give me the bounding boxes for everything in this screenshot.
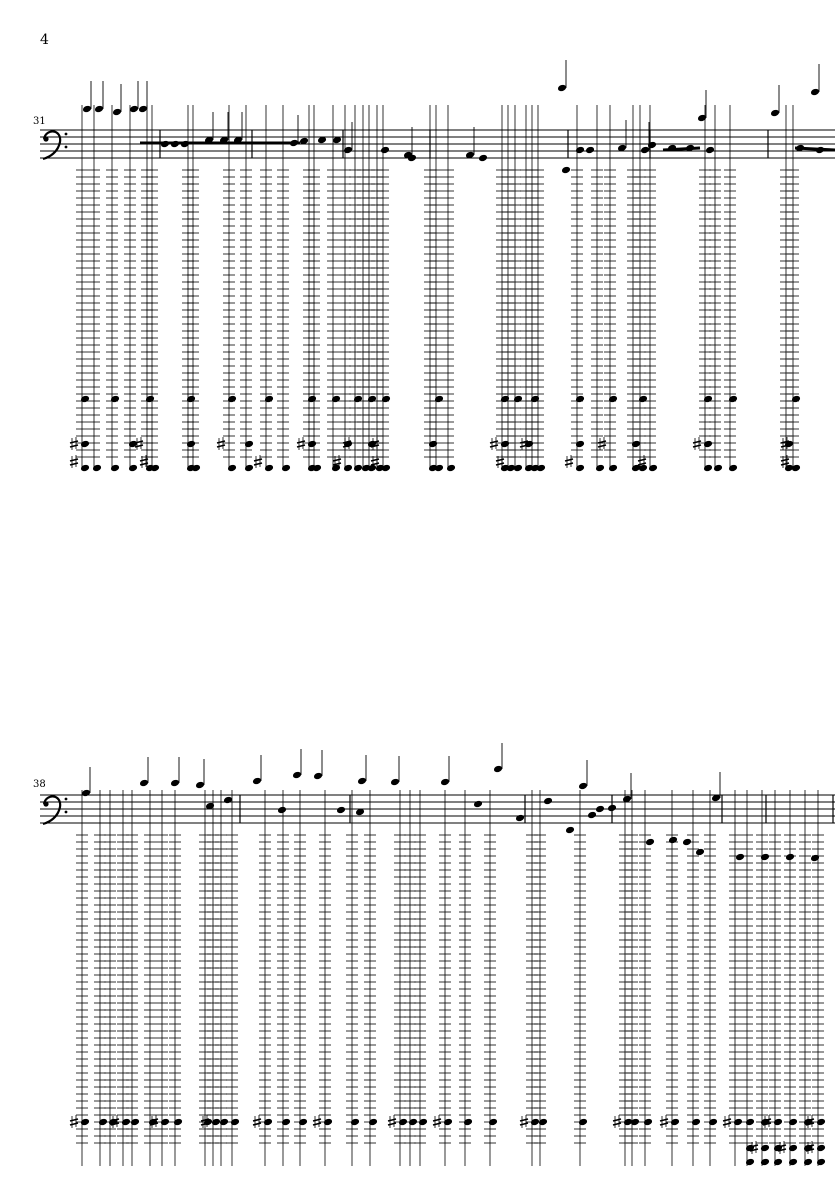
- notehead: [170, 779, 180, 788]
- notehead: [565, 826, 575, 835]
- notehead: [110, 395, 120, 404]
- notehead: [760, 1144, 770, 1153]
- notehead: [446, 464, 456, 473]
- sharp-sign: [135, 437, 143, 450]
- notehead: [110, 464, 120, 473]
- notehead: [307, 440, 317, 449]
- notehead: [745, 1118, 755, 1127]
- notehead: [587, 811, 597, 820]
- notehead: [745, 1158, 755, 1167]
- notehead: [608, 395, 618, 404]
- notehead: [682, 838, 692, 847]
- sharp-sign: [723, 1115, 731, 1128]
- notehead: [561, 166, 571, 175]
- bass-clef-dot: [65, 133, 68, 136]
- notehead: [713, 464, 723, 473]
- beam: [795, 148, 835, 150]
- notehead: [298, 1118, 308, 1127]
- notehead: [816, 1144, 826, 1153]
- notehead: [264, 395, 274, 404]
- bass-clef-icon: [43, 136, 48, 141]
- notehead: [493, 765, 503, 774]
- beam: [663, 148, 700, 150]
- sharp-sign: [253, 1115, 261, 1128]
- notehead: [691, 1118, 701, 1127]
- sharp-sign: [433, 1115, 441, 1128]
- notehead: [585, 146, 595, 155]
- notehead: [343, 146, 353, 155]
- notehead: [130, 1118, 140, 1127]
- notehead: [816, 1118, 826, 1127]
- notehead: [697, 114, 707, 123]
- notehead: [138, 105, 148, 114]
- notehead: [645, 838, 655, 847]
- notehead: [92, 464, 102, 473]
- notehead: [139, 779, 149, 788]
- notehead: [536, 464, 546, 473]
- notehead: [575, 440, 585, 449]
- sharp-sign: [613, 1115, 621, 1128]
- notehead: [264, 464, 274, 473]
- notehead: [803, 1158, 813, 1167]
- notehead: [160, 1118, 170, 1127]
- notehead: [630, 1118, 640, 1127]
- sharp-sign: [490, 437, 498, 450]
- notehead: [367, 395, 377, 404]
- notehead: [785, 853, 795, 862]
- notehead: [80, 1118, 90, 1127]
- notehead: [323, 1118, 333, 1127]
- sharp-sign: [70, 1115, 78, 1128]
- notehead: [513, 464, 523, 473]
- notehead: [277, 806, 287, 815]
- notehead: [638, 395, 648, 404]
- notehead: [788, 1158, 798, 1167]
- notehead: [173, 1118, 183, 1127]
- notehead: [336, 806, 346, 815]
- notehead: [578, 1118, 588, 1127]
- notehead: [810, 88, 820, 97]
- sharp-sign: [598, 437, 606, 450]
- notehead: [80, 440, 90, 449]
- bass-clef-dot: [65, 798, 68, 801]
- notehead: [368, 1118, 378, 1127]
- notehead: [434, 464, 444, 473]
- notehead: [353, 395, 363, 404]
- notehead: [728, 464, 738, 473]
- notehead: [703, 464, 713, 473]
- notehead: [513, 395, 523, 404]
- notehead: [543, 797, 553, 806]
- sharp-sign: [70, 437, 78, 450]
- sharp-sign: [388, 1115, 396, 1128]
- sharp-sign: [313, 1115, 321, 1128]
- sharp-sign: [297, 437, 305, 450]
- notehead: [595, 464, 605, 473]
- notehead: [473, 800, 483, 809]
- notehead: [538, 1118, 548, 1127]
- notehead: [186, 395, 196, 404]
- notehead: [791, 395, 801, 404]
- notehead: [357, 777, 367, 786]
- notehead: [500, 395, 510, 404]
- notehead: [230, 1118, 240, 1127]
- notehead: [575, 395, 585, 404]
- notehead: [648, 464, 658, 473]
- sharp-sign: [217, 437, 225, 450]
- notehead: [80, 395, 90, 404]
- notehead: [810, 854, 820, 863]
- bass-clef-icon: [43, 796, 60, 824]
- notehead: [608, 464, 618, 473]
- notehead: [770, 109, 780, 118]
- page-number: 4: [40, 32, 49, 48]
- notehead: [788, 1118, 798, 1127]
- notehead: [244, 464, 254, 473]
- notehead: [112, 108, 122, 117]
- notehead: [227, 395, 237, 404]
- notehead: [705, 146, 715, 155]
- notehead: [478, 154, 488, 163]
- notehead: [788, 1144, 798, 1153]
- notehead: [343, 464, 353, 473]
- notehead: [129, 105, 139, 114]
- notehead: [575, 146, 585, 155]
- notehead: [381, 464, 391, 473]
- sharp-sign: [660, 1115, 668, 1128]
- notehead: [760, 853, 770, 862]
- notehead: [595, 805, 605, 814]
- notehead: [631, 440, 641, 449]
- notehead: [443, 1118, 453, 1127]
- notehead: [186, 440, 196, 449]
- notehead: [557, 84, 567, 93]
- notehead: [575, 464, 585, 473]
- bass-clef-dot: [65, 146, 68, 149]
- notehead: [263, 1118, 273, 1127]
- bass-clef-dot: [65, 811, 68, 814]
- notehead: [307, 395, 317, 404]
- notehead: [773, 1118, 783, 1127]
- notehead: [578, 782, 588, 791]
- notehead: [313, 772, 323, 781]
- notehead: [94, 105, 104, 114]
- notehead: [670, 1118, 680, 1127]
- notehead: [281, 1118, 291, 1127]
- notehead: [760, 1158, 770, 1167]
- notehead: [350, 1118, 360, 1127]
- notehead: [227, 464, 237, 473]
- notehead: [252, 777, 262, 786]
- notehead: [773, 1158, 783, 1167]
- notehead: [428, 440, 438, 449]
- notehead: [440, 778, 450, 787]
- notehead: [735, 853, 745, 862]
- notehead: [530, 395, 540, 404]
- notehead: [703, 395, 713, 404]
- notehead: [128, 464, 138, 473]
- notehead: [643, 1118, 653, 1127]
- notehead: [434, 395, 444, 404]
- notehead: [791, 464, 801, 473]
- notehead: [816, 1158, 826, 1167]
- notehead: [418, 1118, 428, 1127]
- notehead: [703, 440, 713, 449]
- notehead: [145, 395, 155, 404]
- bass-clef-icon: [43, 131, 60, 159]
- notehead: [515, 814, 525, 823]
- notehead: [488, 1118, 498, 1127]
- notehead: [82, 105, 92, 114]
- notehead: [81, 789, 91, 798]
- notehead: [708, 1118, 718, 1127]
- notehead: [195, 781, 205, 790]
- notehead: [244, 440, 254, 449]
- bass-clef-icon: [43, 801, 48, 806]
- sharp-sign: [693, 437, 701, 450]
- notehead: [281, 464, 291, 473]
- notehead: [380, 146, 390, 155]
- notehead: [381, 395, 391, 404]
- notehead: [390, 778, 400, 787]
- notehead: [728, 395, 738, 404]
- notehead: [292, 771, 302, 780]
- notehead: [500, 440, 510, 449]
- notehead: [80, 464, 90, 473]
- sharp-sign: [520, 1115, 528, 1128]
- notehead: [463, 1118, 473, 1127]
- notehead: [668, 836, 678, 845]
- measure-number-system-2: 38: [33, 779, 46, 790]
- measure-number-system-1: 31: [33, 116, 46, 127]
- notehead: [331, 395, 341, 404]
- notehead: [223, 796, 233, 805]
- notehead: [353, 464, 363, 473]
